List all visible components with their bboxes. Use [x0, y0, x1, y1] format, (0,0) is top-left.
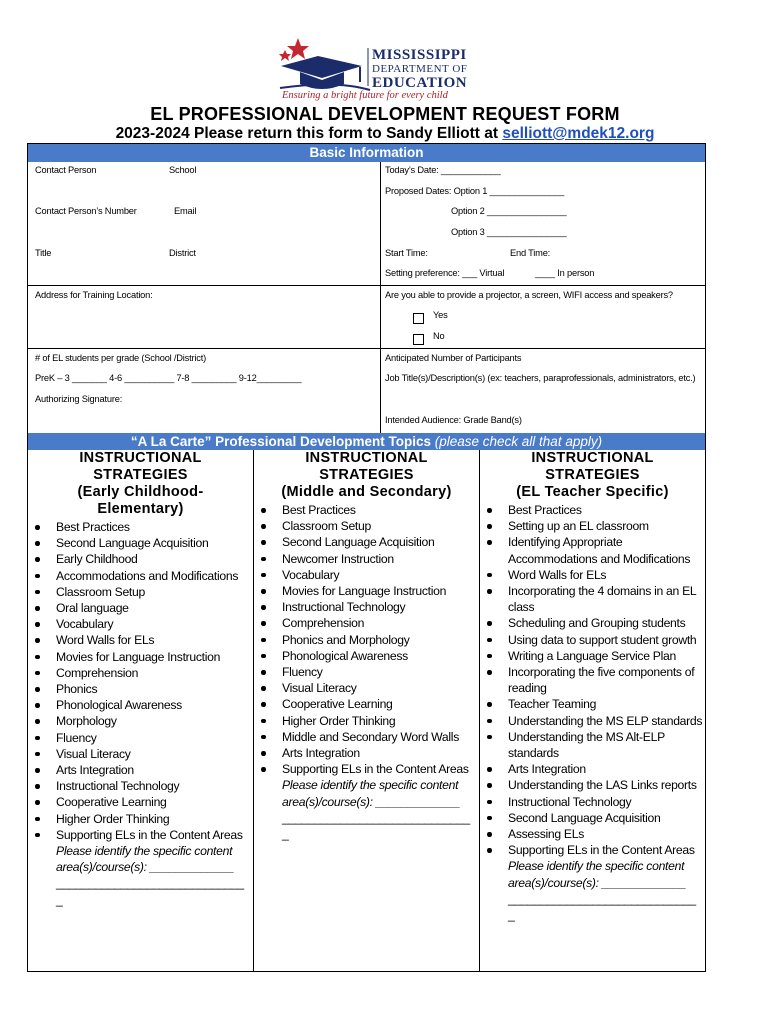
- topic-item[interactable]: Arts Integration: [254, 745, 479, 761]
- proposed-date-option3-field[interactable]: Option 3 ________________: [451, 227, 567, 237]
- topics-column: [254, 450, 479, 842]
- content-area-note: Please identify the specific content: [282, 778, 459, 793]
- topic-item[interactable]: Visual Literacy: [28, 746, 253, 762]
- topic-item[interactable]: Comprehension: [28, 665, 253, 681]
- content-area-note: area(s)/course(s): _____________: [282, 794, 461, 809]
- setting-preference-in-person[interactable]: ____ In person: [535, 268, 595, 278]
- intended-audience-label: Intended Audience: Grade Band(s): [385, 415, 522, 425]
- logo-line-2: DEPARTMENT OF: [372, 63, 468, 75]
- title-label: Title: [35, 248, 52, 258]
- topic-item[interactable]: Understanding the LAS Links reports: [480, 777, 705, 793]
- column-heading-line: STRATEGIES: [319, 467, 414, 483]
- todays-date-field[interactable]: Today’s Date: ____________: [385, 165, 501, 175]
- contact-person-label: Contact Person: [35, 165, 97, 175]
- setting-preference-virtual[interactable]: Setting preference: ___ Virtual: [385, 268, 505, 278]
- column-heading-line: STRATEGIES: [93, 467, 188, 483]
- no-checkbox[interactable]: [413, 334, 424, 345]
- column-heading-line: Elementary): [97, 501, 184, 517]
- topic-item[interactable]: Scheduling and Grouping students: [480, 615, 705, 631]
- email-link[interactable]: selliott@mdek12.org: [502, 125, 655, 142]
- topic-item[interactable]: Instructional Technology: [254, 599, 479, 615]
- topic-item[interactable]: Visual Literacy: [254, 680, 479, 696]
- yes-label: Yes: [433, 310, 448, 320]
- content-area-fill-line[interactable]: _____________________________: [56, 876, 244, 891]
- topic-item[interactable]: Word Walls for ELs: [480, 567, 705, 583]
- graduation-cap-icon: [281, 56, 362, 78]
- topic-item[interactable]: Fluency: [28, 730, 253, 746]
- topic-item[interactable]: Cooperative Learning: [254, 696, 479, 712]
- topic-item[interactable]: Oral language: [28, 600, 253, 616]
- topic-item[interactable]: Phonological Awareness: [28, 697, 253, 713]
- topic-item[interactable]: Writing a Language Service Plan: [480, 648, 705, 664]
- column-divider: [380, 162, 381, 433]
- topic-list: [28, 519, 253, 843]
- content-area-fill-line[interactable]: _____________________________: [508, 891, 696, 906]
- page-subtitle: [0, 125, 770, 143]
- topic-item[interactable]: Instructional Technology: [28, 778, 253, 794]
- logo-line-1: MISSISSIPPI: [372, 47, 467, 63]
- divider: [28, 348, 705, 349]
- topic-item[interactable]: Vocabulary: [28, 616, 253, 632]
- column-heading-line: (EL Teacher Specific): [516, 484, 669, 500]
- column-heading-line: INSTRUCTIONAL: [305, 450, 428, 466]
- no-label: No: [433, 331, 445, 341]
- topic-item[interactable]: Best Practices: [28, 519, 253, 535]
- logo-star-small: [279, 50, 291, 61]
- topics-column: [28, 450, 253, 908]
- topic-item[interactable]: Comprehension: [254, 615, 479, 631]
- topic-item[interactable]: Best Practices: [480, 502, 705, 518]
- topic-item[interactable]: Assessing ELs: [480, 826, 705, 842]
- proposed-date-option1-field[interactable]: Proposed Dates: Option 1 _______________: [385, 186, 565, 196]
- anticipated-participants-label: Anticipated Number of Participants: [385, 353, 522, 363]
- column-heading-line: STRATEGIES: [545, 467, 640, 483]
- content-area-fill-line[interactable]: _____________________________: [282, 810, 470, 825]
- contact-number-label: Contact Person’s Number: [35, 206, 137, 216]
- topic-item[interactable]: Supporting ELs in the Content Areas: [28, 827, 253, 843]
- content-area-fill-line[interactable]: _: [56, 892, 63, 907]
- topic-item[interactable]: Early Childhood: [28, 551, 253, 567]
- address-label: Address for Training Location:: [35, 290, 153, 300]
- topic-item[interactable]: Arts Integration: [480, 761, 705, 777]
- topic-item[interactable]: Incorporating the 4 domains in an EL class: [480, 583, 705, 615]
- topic-item[interactable]: Morphology: [28, 713, 253, 729]
- district-label: District: [169, 248, 196, 258]
- content-area-note: area(s)/course(s): _____________: [508, 875, 687, 890]
- column-heading-line: INSTRUCTIONAL: [531, 450, 654, 466]
- topic-item[interactable]: Using data to support student growth: [480, 632, 705, 648]
- topic-list: [480, 502, 705, 858]
- column-heading: [254, 450, 479, 501]
- topic-item[interactable]: Word Walls for ELs: [28, 632, 253, 648]
- topic-item[interactable]: Classroom Setup: [254, 518, 479, 534]
- divider: [28, 285, 705, 286]
- job-titles-label: Job Title(s)/Description(s) (ex: teachers, paraprofessionals, administrators, etc.): [385, 373, 696, 383]
- topic-item[interactable]: Middle and Secondary Word Walls: [254, 729, 479, 745]
- topic-item[interactable]: Setting up an EL classroom: [480, 518, 705, 534]
- email-label: Email: [174, 206, 197, 216]
- logo-wordmark: [372, 48, 467, 91]
- topic-item[interactable]: Cooperative Learning: [28, 794, 253, 810]
- column-heading: [480, 450, 705, 501]
- topic-item[interactable]: Movies for Language Instruction: [254, 583, 479, 599]
- topic-item[interactable]: Teacher Teaming: [480, 696, 705, 712]
- topic-item[interactable]: Phonics: [28, 681, 253, 697]
- topic-item[interactable]: Identifying Appropriate Accommodations and Modifications: [480, 534, 705, 566]
- topic-item[interactable]: Phonics and Morphology: [254, 632, 479, 648]
- column-heading: [28, 450, 253, 518]
- topic-item[interactable]: Supporting ELs in the Content Areas: [254, 761, 479, 777]
- page-title: EL PROFESSIONAL DEVELOPMENT REQUEST FORM: [150, 104, 620, 124]
- topic-item[interactable]: Second Language Acquisition: [480, 810, 705, 826]
- topic-item[interactable]: Second Language Acquisition: [254, 534, 479, 550]
- projector-question: Are you able to provide a projector, a screen, WIFI access and speakers?: [385, 290, 673, 300]
- topic-item[interactable]: Movies for Language Instruction: [28, 649, 253, 665]
- start-time-label: Start Time:: [385, 248, 428, 258]
- topic-item[interactable]: Second Language Acquisition: [28, 535, 253, 551]
- topic-item[interactable]: Instructional Technology: [480, 794, 705, 810]
- topics-heading-note: (please check all that apply): [434, 434, 603, 449]
- logo-line-3: EDUCATION: [372, 75, 468, 91]
- topic-item[interactable]: Vocabulary: [254, 567, 479, 583]
- content-area-note: Please identify the specific content: [508, 859, 685, 874]
- end-time-label: End Time:: [510, 248, 551, 258]
- subtitle-text: 2023-2024 Please return this form to Sandy Elliott at: [115, 125, 503, 142]
- topic-item[interactable]: Best Practices: [254, 502, 479, 518]
- topics-column: [480, 450, 705, 923]
- yes-checkbox[interactable]: [413, 313, 424, 324]
- content-area-note: Please identify the specific content: [56, 844, 233, 859]
- logo-tagline: Ensuring a bright future for every child: [282, 90, 448, 101]
- column-heading-line: (Early Childhood-: [77, 484, 204, 500]
- content-area-fill-line[interactable]: _: [282, 827, 289, 842]
- topic-item[interactable]: Fluency: [254, 664, 479, 680]
- topic-item[interactable]: Higher Order Thinking: [28, 811, 253, 827]
- topic-item[interactable]: Understanding the MS Alt-ELP standards: [480, 729, 705, 761]
- column-heading-line: INSTRUCTIONAL: [79, 450, 202, 466]
- topic-item[interactable]: Incorporating the five components of reading: [480, 664, 705, 696]
- topic-item[interactable]: Accommodations and Modifications: [28, 568, 253, 584]
- topic-list: [254, 502, 479, 777]
- request-form: [27, 143, 706, 972]
- topic-item[interactable]: Arts Integration: [28, 762, 253, 778]
- authorizing-signature-label: Authorizing Signature:: [35, 394, 123, 404]
- topics-heading-text: “A La Carte” Professional Development Topics: [130, 434, 431, 449]
- el-students-label: # of EL students per grade (School /District): [35, 353, 206, 363]
- topic-item[interactable]: Understanding the MS ELP standards: [480, 713, 705, 729]
- logo-star-large: [287, 38, 309, 59]
- content-area-note: area(s)/course(s): _____________: [56, 860, 235, 875]
- topic-item[interactable]: Higher Order Thinking: [254, 713, 479, 729]
- grade-counts-field[interactable]: PreK – 3 _______ 4-6 __________ 7-8 _________ 9-12_________: [35, 373, 302, 383]
- topic-item[interactable]: Classroom Setup: [28, 584, 253, 600]
- school-label: School: [169, 165, 197, 175]
- topic-item[interactable]: Supporting ELs in the Content Areas: [480, 842, 705, 858]
- proposed-date-option2-field[interactable]: Option 2 ________________: [451, 206, 567, 216]
- topic-item[interactable]: Phonological Awareness: [254, 648, 479, 664]
- content-area-fill-line[interactable]: _: [508, 908, 515, 923]
- column-heading-line: (Middle and Secondary): [281, 484, 452, 500]
- basic-info-heading: Basic Information: [28, 144, 705, 162]
- topics-heading: [28, 433, 705, 450]
- topic-item[interactable]: Newcomer Instruction: [254, 551, 479, 567]
